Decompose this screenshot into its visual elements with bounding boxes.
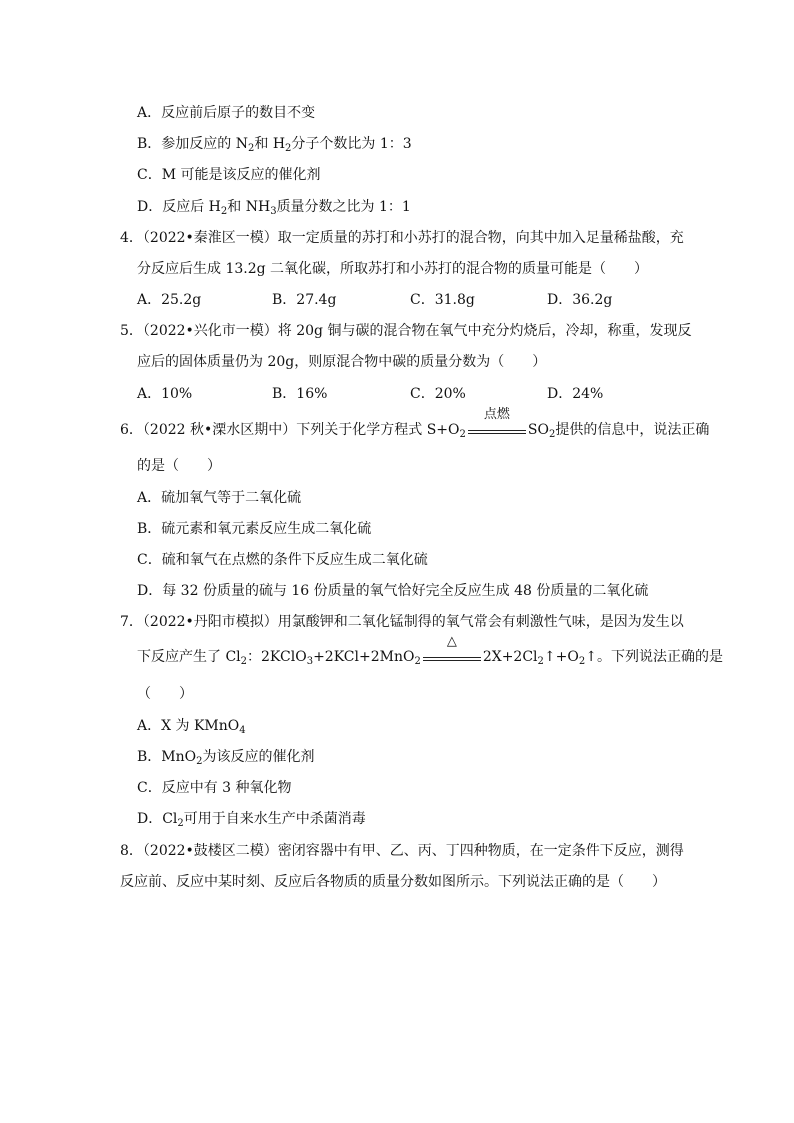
q7-text-2: ：2KClO xyxy=(247,649,307,665)
q8-stem-line1: 8．（2022•鼓楼区二模）密闭容器中有甲、乙、丙、丁四种物质，在一定条件下反应，测得 xyxy=(120,843,684,859)
q7-option-a[interactable] xyxy=(137,716,246,736)
subscript: 2 xyxy=(285,143,292,154)
q3-b-text-3: 分子个数比为 1：3 xyxy=(291,136,412,152)
subscript: 2 xyxy=(177,818,184,829)
subscript: 4 xyxy=(239,725,246,736)
q6-text-2: SO xyxy=(527,422,549,438)
q7-b-text-1: B．MnO xyxy=(137,749,197,765)
reaction-arrow xyxy=(468,407,526,434)
q5-stem-line2: 应后的固体质量仍为 20g，则原混合物中碳的质量分数为（ ） xyxy=(137,354,547,370)
q5-option-c[interactable]: C．20% xyxy=(410,386,466,402)
q7-d-text-2: 可用于自来水生产中杀菌消毒 xyxy=(183,811,366,827)
q4-stem-line2: 分反应后生成 13.2g 二氧化碳，所取苏打和小苏打的混合物的质量可能是（ ） xyxy=(137,261,649,277)
subscript: 2 xyxy=(196,756,203,767)
subscript: 3 xyxy=(306,656,314,667)
q7-a-text: A．X 为 KMnO xyxy=(137,718,240,734)
q6-stem-line2: 的是（ ） xyxy=(137,458,221,474)
reaction-condition: △ xyxy=(446,634,457,649)
q7-text-3: +2KCl+2MnO xyxy=(313,649,415,665)
subscript: 2 xyxy=(578,656,586,667)
q5-option-d[interactable]: D．24% xyxy=(547,386,604,402)
q7-text-6: ↑。下列说法正确的是 xyxy=(585,649,723,665)
q6-option-a[interactable]: A．硫加氧气等于二氧化硫 xyxy=(137,490,302,506)
q4-option-a[interactable]: A．25.2g xyxy=(137,292,202,308)
q3-option-d[interactable] xyxy=(137,197,411,217)
q6-text-1: 6．（2022 秋•溧水区期中）下列关于化学方程式 S+O xyxy=(120,422,460,438)
q7-stem-line3: （ ） xyxy=(137,686,193,702)
q7-stem-line2 xyxy=(137,634,723,667)
equals-bar xyxy=(423,657,481,661)
q3-option-a[interactable]: A．反应前后原子的数目不变 xyxy=(137,105,316,121)
q3-d-text-1: D．反应后 H xyxy=(137,199,221,215)
q7-text-5: ↑+O xyxy=(543,649,579,665)
subscript: 2 xyxy=(548,429,556,440)
q8-stem-line2: 反应前、反应中某时刻、反应后各物质的质量分数如图所示。下列说法正确的是（ ） xyxy=(120,874,666,890)
q3-option-c[interactable]: C．M 可能是该反应的催化剂 xyxy=(137,167,321,183)
q5-option-a[interactable]: A．10% xyxy=(137,386,193,402)
reaction-condition: 点燃 xyxy=(483,407,510,422)
q4-option-c[interactable]: C．31.8g xyxy=(410,292,475,308)
q6-text-3: 提供的信息中，说法正确 xyxy=(555,422,710,438)
q7-d-text-1: D．Cl xyxy=(137,811,178,827)
q7-b-text-2: 为该反应的催化剂 xyxy=(202,749,315,765)
q4-stem-line1: 4．（2022•秦淮区一模）取一定质量的苏打和小苏打的混合物，向其中加入足量稀盐酸，充 xyxy=(120,230,684,246)
subscript: 3 xyxy=(270,206,277,217)
subscript: 2 xyxy=(220,206,228,217)
q7-option-b[interactable] xyxy=(137,747,315,767)
q3-option-b[interactable] xyxy=(137,134,412,154)
q6-option-b[interactable]: B．硫元素和氧元素反应生成二氧化硫 xyxy=(137,521,372,537)
q7-option-c[interactable]: C．反应中有 3 种氧化物 xyxy=(137,780,292,796)
subscript: 2 xyxy=(414,656,421,667)
equals-bar xyxy=(468,430,526,434)
q6-option-d[interactable]: D．每 32 份质量的硫与 16 份质量的氧气恰好完全反应生成 48 份质量的二氧化硫 xyxy=(137,583,649,599)
q3-b-text-1: B．参加反应的 N xyxy=(137,136,248,152)
q5-stem-line1: 5．（2022•兴化市一模）将 20g 铜与碳的混合物在氧气中充分灼烧后，冷却，称重，发现反 xyxy=(120,323,692,339)
q5-option-b[interactable]: B．16% xyxy=(272,386,328,402)
q3-d-text-3: 质量分数之比为 1：1 xyxy=(276,199,411,215)
q3-b-text-2: 和 H xyxy=(254,136,286,152)
q3-d-text-2: 和 NH xyxy=(227,199,271,215)
subscript: 2 xyxy=(240,656,248,667)
q6-option-c[interactable]: C．硫和氧气在点燃的条件下反应生成二氧化硫 xyxy=(137,552,428,568)
q4-option-d[interactable]: D．36.2g xyxy=(547,292,613,308)
q4-option-b[interactable]: B．27.4g xyxy=(272,292,337,308)
q7-text-4: 2X+2Cl xyxy=(482,649,538,665)
subscript: 2 xyxy=(537,656,544,667)
subscript: 2 xyxy=(459,429,466,440)
q7-stem-line1: 7．（2022•丹阳市模拟）用氯酸钾和二氧化锰制得的氧气常会有刺激性气味，是因为发生以 xyxy=(120,614,684,630)
q7-option-d[interactable] xyxy=(137,809,366,829)
subscript: 2 xyxy=(248,143,255,154)
q7-text-1: 下反应产生了 Cl xyxy=(137,649,241,665)
reaction-arrow xyxy=(423,634,481,661)
q6-stem-line1 xyxy=(120,407,710,440)
